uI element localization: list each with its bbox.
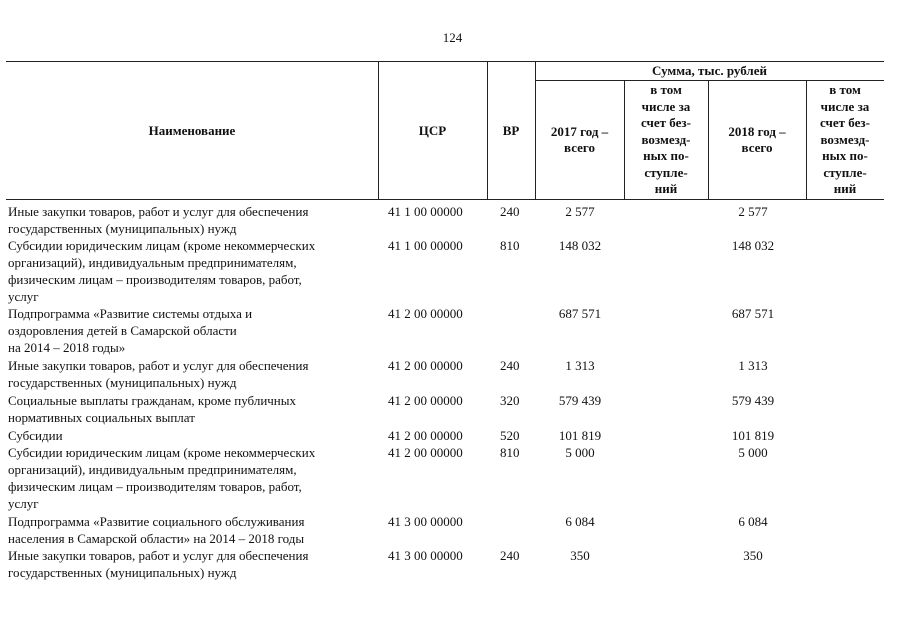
row-2018: 5 000 — [738, 445, 768, 460]
row-name: Подпрограмма «Развитие системы отдыха и оздоровления детей в Самарской области на 2014 – 2018 годы» — [8, 306, 253, 355]
header-sum-group: Сумма, тыс. рублей — [652, 63, 767, 78]
row-vr: 240 — [500, 204, 520, 219]
row-2017: 6 084 — [565, 514, 595, 529]
row-2017: 5 000 — [565, 445, 595, 460]
row-2018: 350 — [743, 548, 763, 563]
row-2018: 6 084 — [738, 514, 768, 529]
row-csr: 41 3 00 00000 — [388, 548, 463, 563]
row-2017: 1 313 — [565, 358, 595, 373]
row-2018: 148 032 — [731, 238, 775, 253]
header-csr: ЦСР — [418, 122, 447, 138]
row-2017: 350 — [570, 548, 590, 563]
row-csr: 41 2 00 00000 — [388, 393, 463, 408]
row-2017: 579 439 — [558, 393, 602, 408]
row-csr: 41 2 00 00000 — [388, 445, 463, 460]
row-vr: 810 — [500, 238, 520, 253]
row-vr: 240 — [500, 548, 520, 563]
row-vr: 520 — [500, 428, 520, 443]
header-bottom-rule — [6, 199, 884, 200]
row-2017: 687 571 — [558, 306, 602, 321]
row-name: Подпрограмма «Развитие социального обслуживания населения в Самарской области» на 2014 – 2018 годы — [8, 514, 305, 546]
header-2018-grants: в том числе за счет без- возмезд- ных по- ступле- ний — [820, 82, 870, 197]
row-2017: 101 819 — [558, 428, 602, 443]
row-name: Иные закупки товаров, работ и услуг для обеспечения государственных (муниципальных) нужд — [8, 548, 309, 580]
row-2018: 579 439 — [731, 393, 775, 408]
row-2018: 1 313 — [738, 358, 768, 373]
row-name: Субсидии юридическим лицам (кроме некоммерческих организаций), индивидуальным предпринимателям, физическим лицам – производителям товаров, работ, услуг — [8, 238, 316, 304]
header-name: Наименование — [148, 122, 236, 138]
header-vr: ВР — [502, 122, 520, 138]
row-csr: 41 2 00 00000 — [388, 358, 463, 373]
row-csr: 41 2 00 00000 — [388, 428, 463, 443]
row-csr: 41 2 00 00000 — [388, 306, 463, 321]
row-name: Субсидии юридическим лицам (кроме некоммерческих организаций), индивидуальным предпринимателям, физическим лицам – производителям товаров, работ, услуг — [8, 445, 316, 511]
header-2017-total: 2017 год – всего — [550, 124, 609, 155]
row-vr: 240 — [500, 358, 520, 373]
row-name: Субсидии — [8, 428, 63, 443]
row-csr: 41 3 00 00000 — [388, 514, 463, 529]
page-number: 124 — [442, 30, 463, 45]
header-2017-grants: в том числе за счет без- возмезд- ных по- ступле- ний — [641, 82, 691, 197]
row-vr: 810 — [500, 445, 520, 460]
row-csr: 41 1 00 00000 — [388, 238, 463, 253]
row-name: Иные закупки товаров, работ и услуг для обеспечения государственных (муниципальных) нужд — [8, 358, 309, 390]
row-csr: 41 1 00 00000 — [388, 204, 463, 219]
row-2017: 148 032 — [558, 238, 602, 253]
row-vr: 320 — [500, 393, 520, 408]
row-2017: 2 577 — [565, 204, 595, 219]
row-name: Социальные выплаты гражданам, кроме публичных нормативных социальных выплат — [8, 393, 296, 425]
row-2018: 687 571 — [731, 306, 775, 321]
row-2018: 2 577 — [738, 204, 768, 219]
header-2018-total: 2018 год – всего — [728, 124, 786, 155]
row-name: Иные закупки товаров, работ и услуг для обеспечения государственных (муниципальных) нужд — [8, 204, 309, 236]
row-2018: 101 819 — [731, 428, 775, 443]
